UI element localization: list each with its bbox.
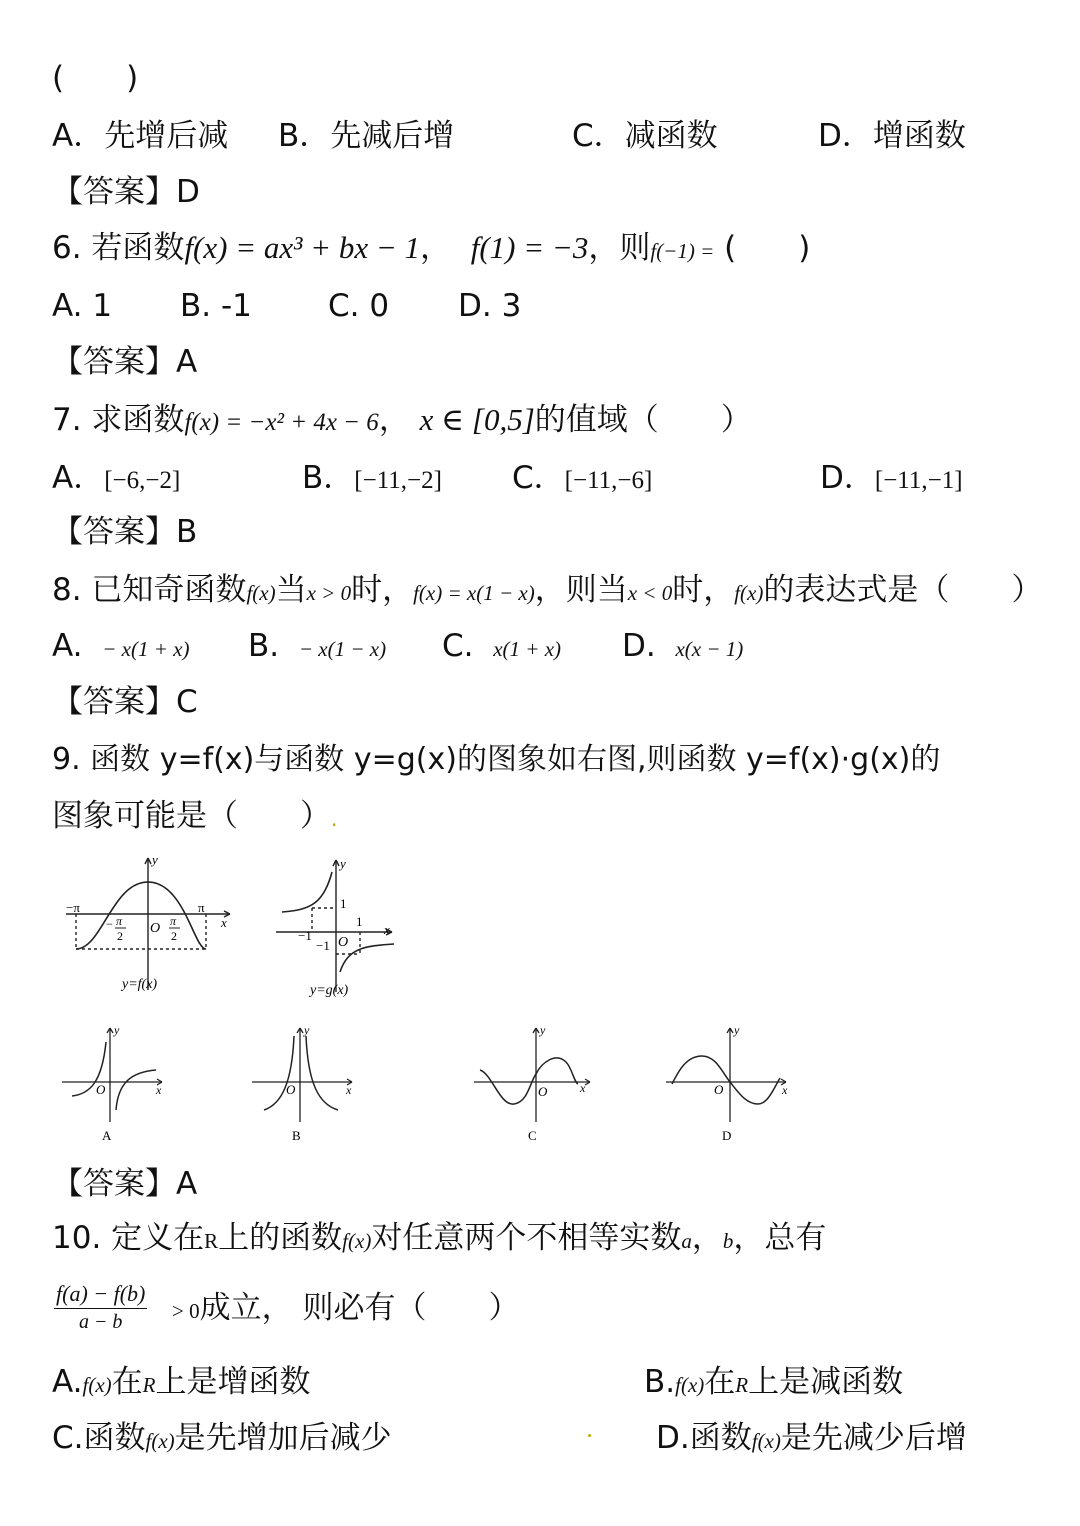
figure-f-neg-pi: −π (66, 900, 80, 915)
q5-answer: 【答案】D (52, 174, 200, 210)
stray-mark (588, 1434, 591, 1437)
q10-a: a (681, 1229, 692, 1253)
q6-answer: 【答案】A (52, 344, 198, 380)
choice-d-curve (672, 1056, 780, 1104)
q6-comma: ， (420, 230, 452, 266)
q8-option-b (248, 626, 386, 669)
figure-f-pi: π (198, 900, 205, 915)
q7-option-c (512, 458, 652, 501)
q5-option-d: D．增函数 (818, 118, 966, 154)
figure-g-x-neg-one: −1 (298, 928, 312, 943)
q7-option-b-value: [−11,−2] (354, 467, 442, 494)
figure-g-x-one: 1 (356, 914, 363, 929)
q8-p6: 的表达式是（ ） (763, 572, 1043, 608)
q8-c2: x < 0 (627, 581, 673, 605)
q10-option-a-r: R (142, 1373, 156, 1397)
q8-option-a-value: − x(1 + x) (102, 637, 190, 661)
q6-stem (52, 228, 810, 271)
q5-option-b: B．先减后增 (278, 118, 455, 154)
figure-g-caption: y=g(x) (310, 983, 349, 998)
q10-p3: 对任意两个不相等实数 (371, 1220, 682, 1256)
q6-option-c: C. 0 (328, 288, 390, 324)
choice-b-branch-left (264, 1036, 294, 1110)
q9-stem-line2-text: 图象可能是（ ） (52, 798, 331, 834)
choice-d-y-label: y (734, 1023, 740, 1037)
q7-option-b (302, 458, 442, 501)
q7-answer: 【答案】B (52, 514, 198, 550)
q8-option-d-label: D. (622, 628, 656, 664)
choice-b-branch-right (306, 1036, 338, 1110)
q10-gt-zero: > 0 (172, 1299, 200, 1323)
q10-r: R (204, 1229, 219, 1253)
q10-option-b-f: f(x) (675, 1373, 705, 1397)
q6-option-a: A. 1 (52, 288, 113, 324)
choice-d-x-label: x (782, 1083, 788, 1097)
q10-option-d (656, 1418, 967, 1461)
q10-condition-tail (172, 1288, 519, 1331)
q5-option-c: C．减函数 (572, 118, 718, 154)
choice-d-origin: O (714, 1082, 724, 1097)
q10-option-b (644, 1362, 903, 1405)
q10-p4: ，总有 (733, 1220, 827, 1256)
choice-b-origin: O (286, 1082, 296, 1097)
q10-f1: f(x) (342, 1229, 372, 1253)
q6-option-d: D. 3 (458, 288, 522, 324)
q7-stem-prefix: 7. 求函数 (52, 402, 185, 438)
choice-a-origin: O (96, 1082, 106, 1097)
q9-stray-dot: . (331, 807, 338, 831)
q8-answer: 【答案】C (52, 684, 198, 720)
q10-option-d-t2: 是先减少后增 (780, 1420, 967, 1456)
figure-f-neg-sign: − (106, 917, 113, 931)
choice-a-branch-right (116, 1070, 156, 1110)
q10-option-d-label: D.函数 (656, 1420, 752, 1456)
figure-g-branch-left (282, 872, 332, 912)
q8-option-a-label: A. (52, 628, 83, 664)
q8-option-a (52, 626, 189, 669)
figure-f-curve (76, 882, 206, 949)
figure-g-y-label: y (340, 856, 346, 871)
q7-option-b-label: B． (302, 460, 355, 496)
q10-option-a-t1: 在 (111, 1364, 143, 1400)
q7-option-a-value: [−6,−2] (104, 467, 181, 494)
figure-f-pi2-num: π (170, 914, 177, 928)
q7-option-d-value: [−11,−1] (874, 467, 963, 494)
choice-b-graph (248, 1022, 358, 1146)
q10-option-b-label: B. (644, 1364, 676, 1400)
q8-option-d-value: x(x − 1) (675, 637, 744, 661)
q7-option-c-value: [−11,−6] (564, 467, 653, 494)
q10-option-a (52, 1362, 311, 1405)
q10-option-d-f: f(x) (751, 1429, 781, 1453)
figure-f-x-label: x (221, 915, 227, 930)
q8-option-c (442, 626, 561, 669)
q8-option-c-value: x(1 + x) (493, 637, 562, 661)
q7-option-a-label: A． (52, 460, 105, 496)
figure-f-y-label: y (152, 852, 158, 867)
q8-option-b-label: B. (248, 628, 280, 664)
q10-option-a-t2: 上是增函数 (155, 1364, 311, 1400)
figure-g-y-one: 1 (340, 896, 347, 911)
q8-option-d (622, 626, 743, 669)
q10-b: b (722, 1229, 734, 1253)
q7-stem (52, 400, 752, 443)
choice-d-letter: D (722, 1128, 732, 1143)
q10-option-b-t2: 上是减函数 (748, 1364, 904, 1400)
q10-comma: ， (691, 1220, 723, 1256)
q6-function: f(x) = ax³ + bx − 1 (184, 230, 421, 265)
choice-a-letter: A (102, 1128, 112, 1143)
q10-option-c (52, 1418, 392, 1461)
choice-d-graph (662, 1022, 796, 1146)
q8-p1: 8. 已知奇函数 (52, 572, 247, 608)
q10-fraction-numerator: f(a) − f(b) (54, 1280, 147, 1309)
figure-f-neg-pi2-num: π (116, 914, 123, 928)
q6-condition: f(1) = −3 (470, 230, 589, 265)
choice-c-x-label: x (580, 1081, 586, 1095)
choice-c-origin: O (538, 1084, 548, 1099)
q7-comma: ， (378, 402, 410, 438)
q8-stem (52, 570, 1042, 613)
q6-option-b: B. -1 (180, 288, 252, 324)
choice-b-x-label: x (346, 1083, 352, 1097)
choice-a-graph (58, 1022, 168, 1146)
figure-f-origin: O (150, 921, 161, 936)
figure-f-pi2-den: 2 (171, 929, 177, 943)
q9-stem-line1: 9. 函数 y=f(x)与函数 y=g(x)的图象如右图,则函数 y=f(x)·g(x)的 (52, 742, 941, 777)
q8-f2: f(x) = x(1 − x) (413, 581, 535, 605)
q6-ask: f(−1) = (650, 239, 715, 263)
q8-c1: x > 0 (306, 581, 352, 605)
q10-option-c-label: C.函数 (52, 1420, 146, 1456)
q10-option-c-f: f(x) (145, 1429, 175, 1453)
choice-c-letter: C (528, 1128, 537, 1143)
choice-b-y-label: y (304, 1023, 310, 1037)
q7-option-d-label: D． (820, 460, 875, 496)
q8-p3: 时， (351, 572, 414, 608)
q8-p5: 时， (672, 572, 735, 608)
choice-c-graph (470, 1022, 600, 1146)
q5-paren: ( ) (52, 60, 139, 96)
q8-p4: ，则当 (534, 572, 628, 608)
q10-option-a-label: A. (52, 1364, 83, 1400)
choice-c-y-label: y (540, 1023, 546, 1037)
q7-option-c-label: C． (512, 460, 565, 496)
q5-option-a: A．先增后减 (52, 118, 229, 154)
q8-option-c-label: C. (442, 628, 474, 664)
q8-p2: 当 (275, 572, 307, 608)
q10-fraction (54, 1280, 147, 1335)
figure-g-x-label: x (384, 922, 390, 937)
figure-g-y-neg-one: −1 (316, 938, 330, 953)
choice-b-letter: B (292, 1128, 301, 1143)
q10-option-b-r: R (735, 1373, 749, 1397)
q10-stem (52, 1218, 826, 1261)
q10-p2: 上的函数 (218, 1220, 343, 1256)
q10-p1: 10. 定义在 (52, 1220, 205, 1256)
q10-fraction-denominator: a − b (78, 1311, 123, 1333)
q8-option-b-value: − x(1 − x) (298, 637, 387, 661)
figure-f-neg-pi2-den: 2 (117, 929, 123, 943)
figure-f-caption: y=f(x) (122, 977, 158, 992)
q6-then: ，则 (588, 230, 651, 266)
q9-stem-line2 (52, 796, 337, 839)
figure-f (62, 852, 242, 997)
figure-g-origin: O (338, 935, 349, 950)
q6-stem-prefix: 6. 若函数 (52, 230, 185, 266)
q8-f1: f(x) (246, 581, 276, 605)
q10-p5: 成立， 则必有（ ） (199, 1290, 520, 1326)
q7-domain: x ∈ [0,5] (419, 402, 535, 437)
q7-suffix: 的值域（ ） (534, 402, 752, 438)
choice-a-x-label: x (156, 1083, 162, 1097)
choice-a-y-label: y (114, 1023, 120, 1037)
q9-answer: 【答案】A (52, 1166, 198, 1202)
q7-option-a (52, 458, 180, 501)
figure-g (272, 852, 402, 1000)
q8-f3: f(x) (734, 581, 764, 605)
q6-paren: ( ) (724, 230, 811, 266)
q7-option-d (820, 458, 963, 501)
q10-option-c-t2: 是先增加后减少 (174, 1420, 392, 1456)
q10-option-b-t1: 在 (704, 1364, 736, 1400)
q10-option-a-f: f(x) (82, 1373, 112, 1397)
choice-c-curve (480, 1058, 578, 1104)
q7-function: f(x) = −x² + 4x − 6 (184, 409, 379, 436)
